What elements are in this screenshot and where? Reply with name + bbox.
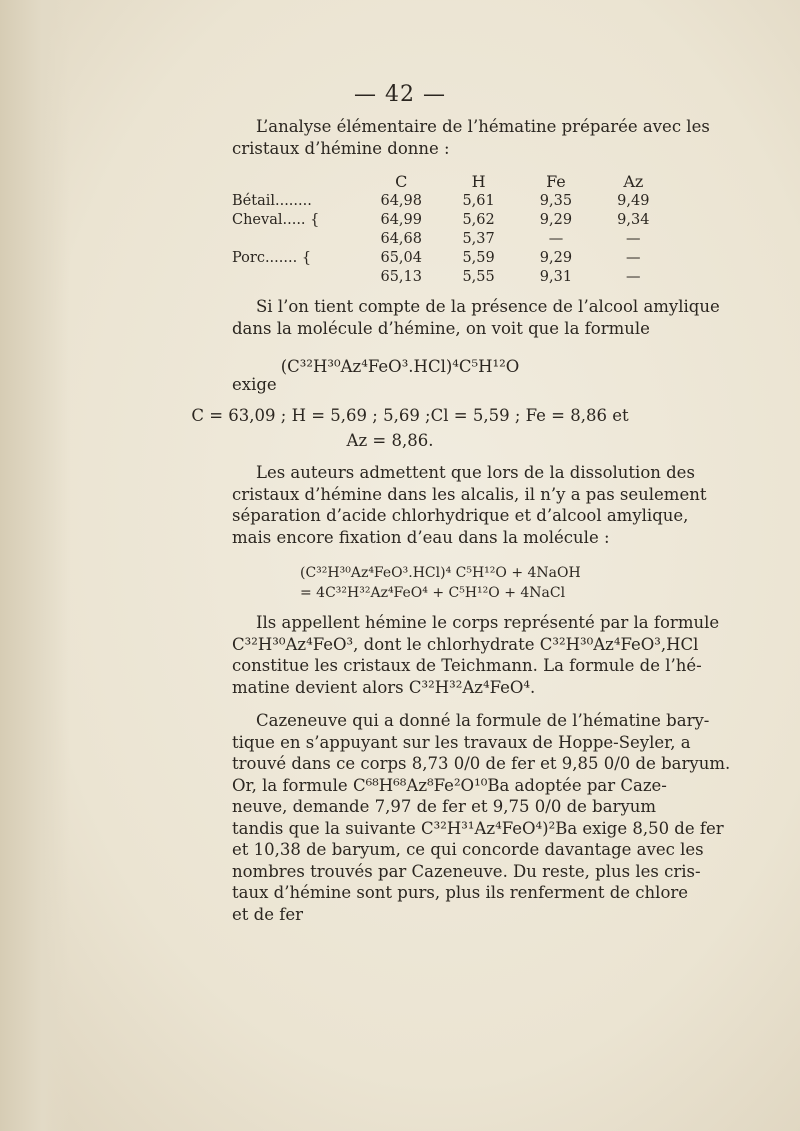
exige-word: exige (232, 375, 277, 394)
table-cell: 9,34 (617, 211, 650, 228)
text-line: dans la molécule d’hémine, on voit que la formule (232, 318, 650, 338)
text-line: constitue les cristaux de Teichmann. La formule de l’hé- (232, 656, 702, 675)
row-label: Bétail........ (232, 192, 312, 209)
values-line: C = 63,09 ; H = 5,69 ; 5,69 ;Cl = 5,59 ; Fe = 8,86 et (191, 406, 629, 425)
column-header: Fe (546, 172, 566, 191)
equation-line: (C³²H³⁰Az⁴FeO³.HCl)⁴ C⁵H¹²O + 4NaOH (300, 565, 581, 581)
text-line: taux d’hémine sont purs, plus ils renferment de chlore (232, 883, 689, 902)
table-row (232, 267, 672, 286)
paragraph-amyl (232, 296, 720, 339)
table-cell: 64,98 (380, 192, 422, 209)
text-line: cristaux d’hémine dans les alcalis, il n’y a pas seulement (232, 484, 707, 504)
text-line: cristaux d’hémine donne : (232, 138, 450, 158)
table-cell: 65,13 (380, 268, 422, 285)
values-line: Az = 8,86. (346, 431, 434, 450)
paragraph-cazeneuve (232, 710, 731, 925)
text-line: C³²H³⁰Az⁴FeO³, dont le chlorhydrate C³²H³⁰Az⁴FeO³,HCl (232, 634, 699, 654)
text-line: et de fer (232, 904, 303, 924)
table-cell: 9,35 (539, 192, 573, 209)
text-line: Les auteurs admettent que lors de la dissolution des (256, 463, 695, 482)
text-line: Cazeneuve qui a donné la formule de l’hématine bary- (256, 711, 710, 730)
equation-line: = 4C³²H³²Az⁴FeO⁴ + C⁵H¹²O + 4NaCl (300, 585, 566, 601)
table-cell: — (626, 249, 641, 266)
paragraph-auteurs (232, 462, 707, 548)
table-cell: 65,04 (380, 249, 422, 266)
table-row (232, 210, 672, 229)
formula-line: (C³²H³⁰Az⁴FeO³.HCl)⁴C⁵H¹²O (280, 357, 520, 376)
text-line: tique en s’appuyant sur les travaux de Hoppe-Seyler, a (232, 732, 691, 752)
table-cell: 9,49 (617, 192, 650, 209)
text-line: mais encore fixation d’eau dans la molécule : (232, 527, 610, 547)
text-line: Si l’on tient compte de la présence de l’alcool amylique (256, 297, 720, 316)
text-line: séparation d’acide chlorhydrique et d’alcool amylique, (232, 506, 689, 525)
text-line: tandis que la suivante C³²H³¹Az⁴FeO⁴)²Ba exige 8,50 de fer (232, 818, 724, 838)
row-label: Cheval..... { (232, 211, 320, 228)
table-cell: 9,29 (539, 249, 573, 266)
table-cell: — (626, 230, 641, 247)
table-cell: 64,68 (380, 230, 422, 247)
intro-paragraph (232, 116, 710, 159)
text-line: trouvé dans ce corps 8,73 0/0 de fer et 9,85 0/0 de baryum. (232, 754, 731, 773)
table-cell: 5,61 (462, 192, 495, 209)
column-header: H (471, 172, 486, 191)
table-cell: 5,55 (462, 268, 495, 285)
text-line: matine devient alors C³²H³²Az⁴FeO⁴. (232, 677, 536, 697)
text-line: neuve, demande 7,97 de fer et 9,75 0/0 de baryum (232, 797, 657, 816)
table-header-row (232, 172, 672, 191)
paragraph-hemine (232, 612, 720, 698)
text-line: Ils appellent hémine le corps représenté par la formule (256, 613, 720, 632)
row-label (232, 267, 363, 286)
column-header: C (395, 172, 408, 191)
column-header: Az (623, 172, 644, 191)
analysis-table (232, 172, 672, 286)
row-label: Porc....... { (232, 249, 312, 266)
table-cell: 5,62 (462, 211, 495, 228)
table-row (232, 229, 672, 248)
page-number: — 42 — (354, 82, 446, 107)
table-row (232, 248, 672, 267)
text-line: L’analyse élémentaire de l’hématine préparée avec les (256, 117, 710, 136)
table-cell: 5,37 (462, 230, 495, 247)
text-line: Or, la formule C⁶⁸H⁶⁸Az⁸Fe²O¹⁰Ba adoptée par Caze- (232, 775, 667, 795)
page-edge-shading (0, 0, 70, 1131)
text-line: et 10,38 de baryum, ce qui concorde davantage avec les (232, 840, 704, 859)
row-label (232, 229, 363, 248)
table-cell: 9,29 (539, 211, 573, 228)
table-cell: — (548, 230, 564, 247)
table-cell: — (626, 268, 641, 285)
table-cell: 9,31 (539, 268, 573, 285)
text-line: nombres trouvés par Cazeneuve. Du reste, plus les cris- (232, 861, 701, 881)
table-cell: 64,99 (380, 211, 422, 228)
table-row (232, 191, 672, 210)
table-cell: 5,59 (462, 249, 495, 266)
